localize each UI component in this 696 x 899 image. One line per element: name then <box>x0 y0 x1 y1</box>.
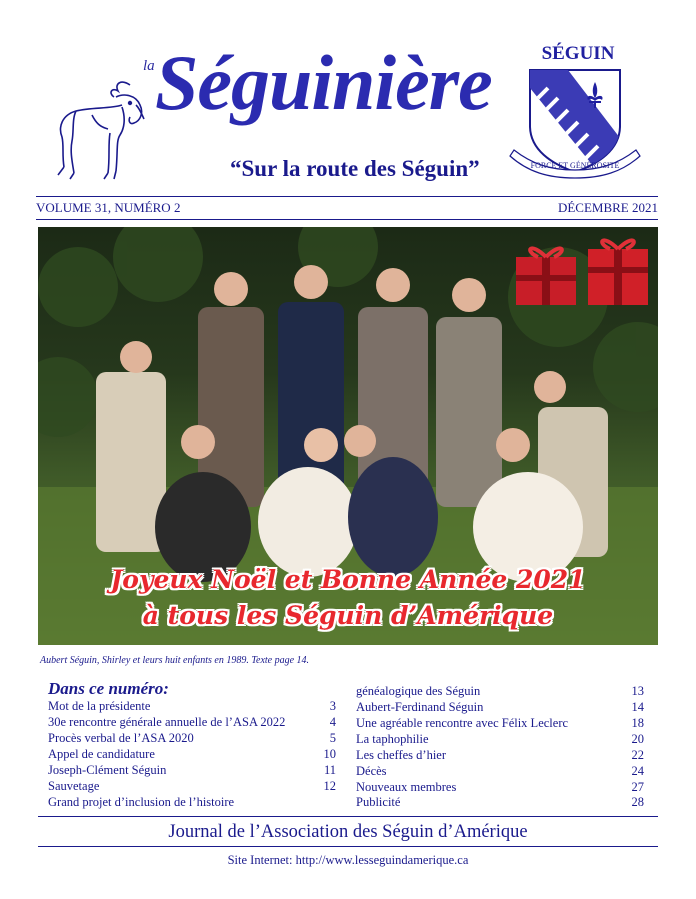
cover-photo <box>38 227 658 645</box>
newsletter-title: Séguinière <box>155 39 492 126</box>
toc-item-title: Aubert-Ferdinand Séguin <box>356 700 484 714</box>
crest-motto: FORCE ET GÉNÉROSITÉ <box>530 161 620 170</box>
title-prefix: la <box>143 58 155 74</box>
family-crest-icon <box>508 68 642 180</box>
toc-item-title: Décès <box>356 764 387 778</box>
toc-item-page: 14 <box>631 700 644 714</box>
toc-item-title: 30e rencontre générale annuelle de l’ASA 2022 <box>48 715 286 729</box>
toc-item[interactable] <box>48 715 336 731</box>
toc-item-title: Une agréable rencontre avec Félix Leclerc <box>356 716 569 730</box>
goat-logo-icon <box>52 75 157 190</box>
toc-item-page: 4 <box>329 715 336 729</box>
toc-item-page: 20 <box>631 732 644 746</box>
toc-item-page: 11 <box>323 763 336 777</box>
masthead <box>0 0 696 195</box>
toc-heading: Dans ce numéro: <box>48 679 169 698</box>
toc-item[interactable] <box>48 763 336 779</box>
toc-item[interactable] <box>48 699 336 715</box>
greeting-line-1: Joyeux Noël et Bonne Année 2021 <box>110 565 586 594</box>
toc-item-title: La taphophilie <box>356 732 429 746</box>
toc-item[interactable] <box>356 795 644 811</box>
toc-item-page: 12 <box>323 779 336 793</box>
toc-item-title: généalogique des Séguin <box>356 684 481 698</box>
footer-divider <box>38 816 658 817</box>
photo-caption: Aubert Séguin, Shirley et leurs huit enfants en 1989. Texte page 14. <box>40 655 310 666</box>
toc-item-page: 24 <box>631 764 644 778</box>
toc-item-page: 3 <box>329 699 336 713</box>
toc-item-page: 5 <box>329 731 336 745</box>
toc-item-title: Procès verbal de l’ASA 2020 <box>48 731 194 745</box>
crest-label: SÉGUIN <box>541 43 615 64</box>
toc-item[interactable] <box>48 747 336 763</box>
issue-bar <box>36 196 658 220</box>
toc-item-page: 13 <box>631 684 644 698</box>
toc-item[interactable] <box>356 748 644 764</box>
toc-item[interactable] <box>48 731 336 747</box>
toc-item-title: Sauvetage <box>48 779 100 793</box>
toc-item-page: 27 <box>631 780 644 794</box>
toc-item-title: Grand projet d’inclusion de l’histoire <box>48 795 235 809</box>
toc-item[interactable] <box>356 700 644 716</box>
issue-date: DÉCEMBRE 2021 <box>557 200 658 215</box>
toc-item-title: Publicité <box>356 795 401 809</box>
website-link[interactable]: Site Internet: http://www.lesseguindamerique.ca <box>227 853 469 867</box>
toc-item-title: Joseph-Clément Séguin <box>48 763 167 777</box>
toc-item-page: 10 <box>323 747 336 761</box>
tagline: “Sur la route des Séguin” <box>230 156 480 181</box>
journal-name: Journal de l’Association des Séguin d’Amérique <box>168 822 528 842</box>
toc-item[interactable] <box>356 716 644 732</box>
toc-item-page: 18 <box>631 716 644 730</box>
toc-item-title: Les cheffes d’hier <box>356 748 447 762</box>
toc-item[interactable] <box>356 732 644 748</box>
toc-item-title: Nouveaux membres <box>356 780 457 794</box>
toc-item[interactable] <box>48 779 336 795</box>
volume-number: VOLUME 31, NUMÉRO 2 <box>36 200 181 215</box>
greeting-line-2: à tous les Séguin d’Amérique <box>142 601 554 630</box>
toc-item[interactable] <box>356 780 644 796</box>
toc-item[interactable] <box>356 764 644 780</box>
toc-item-title: Mot de la présidente <box>48 699 151 713</box>
toc-item-page: 28 <box>631 795 644 809</box>
toc-item[interactable] <box>356 684 644 700</box>
footer-divider <box>38 846 658 847</box>
toc-item-page: 22 <box>631 748 644 762</box>
toc-item-title: Appel de candidature <box>48 747 155 761</box>
toc-item[interactable] <box>48 795 336 811</box>
